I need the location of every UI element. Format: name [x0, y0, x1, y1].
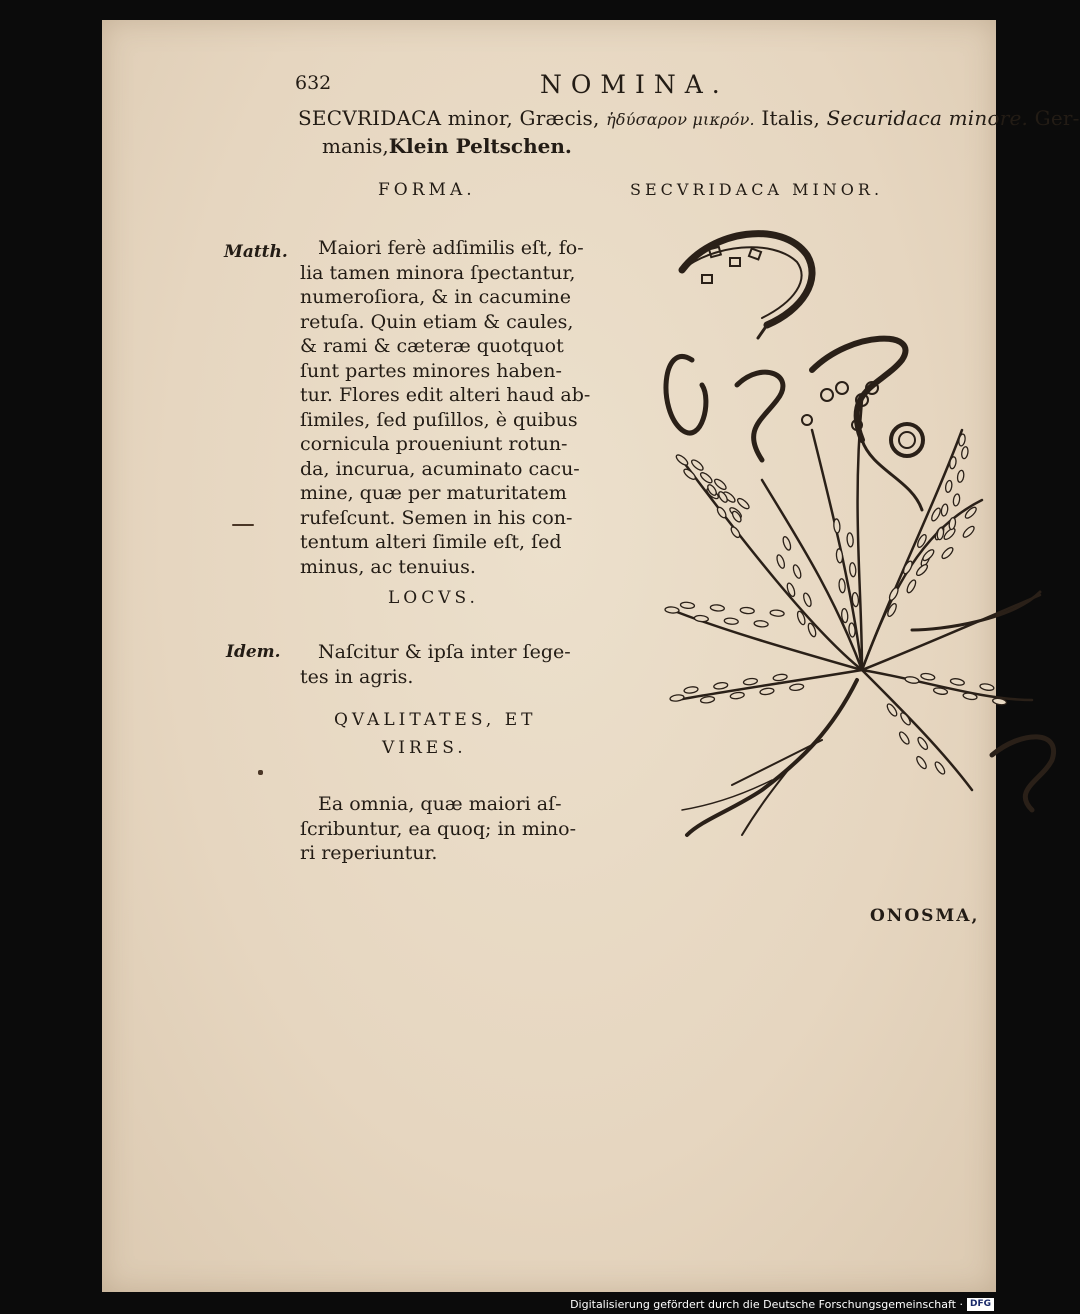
text-line: tes in agris.: [300, 665, 414, 688]
names-greek: ἡδύσαρον μικρόν.: [606, 110, 755, 129]
locus-text: [300, 640, 571, 689]
text-line: ſimiles, ſed puſillos, è quibus: [300, 408, 578, 431]
dfg-logo: DFG: [967, 1298, 994, 1311]
text-line: cornicula proueniunt rotun-: [300, 433, 568, 455]
names-germanis: manis,: [322, 134, 389, 158]
text-line: mine, quæ per maturitatem: [300, 482, 567, 504]
text-line: numeroſiora, & in cacumine: [300, 286, 572, 308]
running-title: NOMINA.: [540, 70, 729, 99]
sidenote-idem: Idem.: [226, 642, 281, 662]
sidenote-matth: Matth.: [224, 242, 288, 262]
text-line: rufeſcunt. Semen in his con-: [300, 506, 573, 529]
names-line-2: [322, 134, 572, 158]
text-line: ri reperiuntur.: [300, 842, 438, 864]
heading-vires: VIRES.: [382, 738, 467, 758]
ink-speck: [232, 524, 254, 526]
footer-credit: [570, 1296, 994, 1312]
catchword: ONOSMA,: [870, 906, 980, 926]
text-line: da, incurua, acuminato cacu-: [300, 457, 580, 480]
text-line: minus, ac tenuius.: [300, 555, 476, 578]
ink-speck: [258, 770, 263, 775]
page-number: 632: [295, 72, 332, 94]
footer-credit-text: Digitalisierung gefördert durch die Deutsche Forschungsgemeinschaft ·: [570, 1297, 963, 1311]
heading-locus: LOCVS.: [388, 588, 479, 608]
qualitates-text: [300, 792, 576, 866]
names-lead: SECVRIDACA minor, Græcis,: [298, 106, 600, 130]
securidaca-woodcut-illustration: [562, 210, 982, 850]
names-german: Klein Peltschen.: [388, 134, 572, 158]
figure-caption: SECVRIDACA MINOR.: [630, 180, 884, 199]
names-ger: Ger-: [1034, 106, 1080, 130]
text-line: & rami & cæteræ quotquot: [300, 335, 564, 357]
heading-qualitates: QVALITATES, ET: [334, 710, 537, 730]
text-line: tur. Flores edit alteri haud ab-: [300, 384, 591, 406]
text-line: retuſa. Quin etiam & caules,: [300, 310, 574, 333]
text-line: tentum alteri ſimile eſt, ſed: [300, 531, 562, 553]
text-line: lia tamen minora ſpectantur,: [300, 261, 576, 284]
names-italis: Italis,: [761, 106, 821, 130]
forma-text: [300, 236, 590, 579]
names-line-1: [298, 106, 1080, 130]
book-page: [102, 20, 1080, 1292]
heading-forma: FORMA.: [378, 180, 476, 200]
text-line: Maiori ferè adſimilis eſt, fo-: [318, 237, 584, 259]
text-line: ſunt partes minores haben-: [300, 359, 562, 382]
text-line: Naſcitur & ipſa inter ſege-: [318, 641, 571, 663]
text-line: ſcribuntur, ea quoq; in mino-: [300, 817, 577, 840]
names-italian: Securidaca minore.: [826, 106, 1029, 130]
text-line: Ea omnia, quæ maiori aſ-: [318, 793, 562, 815]
